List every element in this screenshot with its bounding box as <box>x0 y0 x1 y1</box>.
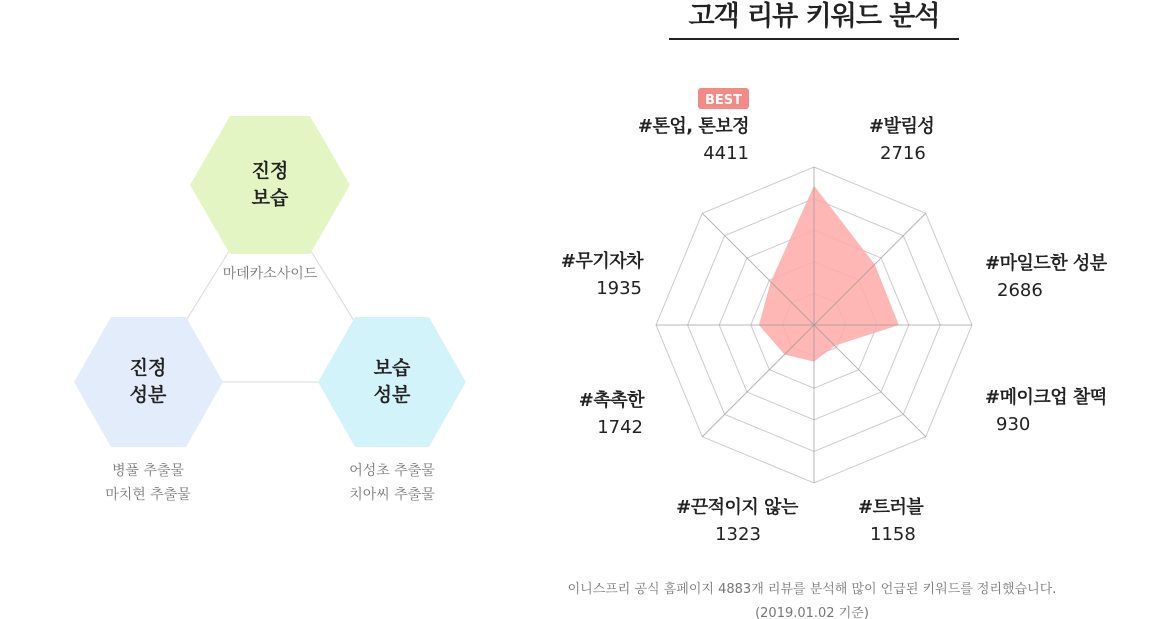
footnote-line-1: 이니스프리 공식 홈페이지 4883개 리뷰를 분석해 많이 언급된 키워드를 정리했습니다. <box>567 582 1057 597</box>
hexagon-shape <box>190 116 350 254</box>
hexagon-label-line2: 보습 <box>251 187 289 209</box>
radar-axes <box>656 167 972 483</box>
hexagon-caption-1: 병풀 추출물 <box>111 463 185 479</box>
radar-value-label: 2686 <box>997 280 1043 301</box>
page-title: 고객 리뷰 키워드 분석 <box>669 0 959 40</box>
hexagon-soothing-ingredients <box>74 317 223 447</box>
best-badge-label: BEST <box>704 93 743 108</box>
hexagon-label-line2: 성분 <box>129 384 167 406</box>
radar-data-area <box>759 186 899 362</box>
radar-category-label: #발림성 <box>869 116 935 137</box>
radar-category-label: #끈적이지 않는 <box>676 497 798 518</box>
hexagon-label-line1: 진정 <box>251 160 289 182</box>
radar-category-label: #톤업, 톤보정 <box>637 116 749 137</box>
hexagon-label-line1: 진정 <box>129 357 167 379</box>
radar-value-label: 930 <box>996 414 1031 435</box>
radar-value-label: 4411 <box>703 143 749 164</box>
radar-value-label: 1935 <box>596 278 642 299</box>
hexagon-caption-2: 치아씨 추출물 <box>349 487 435 503</box>
radar-category-label: #무기자차 <box>560 251 643 272</box>
radar-category-label: #마일드한 성분 <box>985 253 1107 274</box>
radar-value-label: 1158 <box>870 524 916 545</box>
radar-category-label: #메이크업 찰떡 <box>985 387 1107 408</box>
best-badge <box>698 88 749 109</box>
hexagon-caption-2: 마치현 추출물 <box>105 487 191 503</box>
hexagon-moisture-ingredients <box>318 317 466 447</box>
hexagon-soothing-moisture <box>190 116 350 254</box>
footnote-line-2: (2019.01.02 기준) <box>755 606 869 619</box>
radar-value-label: 1323 <box>715 524 761 545</box>
radar-value-label: 1742 <box>597 417 643 438</box>
hexagon-label-line2: 성분 <box>373 384 411 406</box>
radar-category-label: #트러블 <box>858 497 924 518</box>
radar-value-label: 2716 <box>880 143 926 164</box>
hexagon-caption: 마데카소사이드 <box>222 266 318 282</box>
hexagon-label-line1: 보습 <box>373 357 411 379</box>
hexagon-caption-1: 어성초 추출물 <box>349 463 435 479</box>
radar-category-label: #촉촉한 <box>578 390 644 411</box>
hexagon-shape <box>74 317 223 447</box>
hexagon-shape <box>318 317 466 447</box>
